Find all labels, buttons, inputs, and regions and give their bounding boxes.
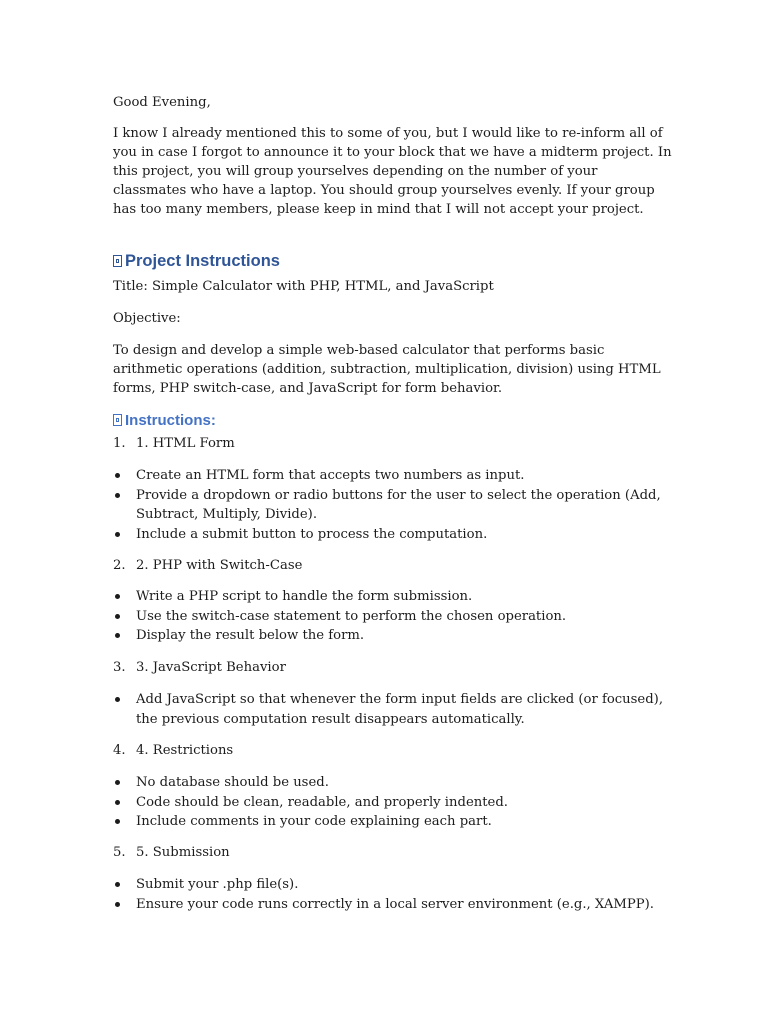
bullet-icon	[115, 532, 120, 537]
project-title: Title: Simple Calculator with PHP, HTML, and JavaScript	[113, 279, 494, 294]
bullet-icon	[115, 819, 120, 824]
list-item	[113, 626, 673, 646]
step-label: 3. JavaScript Behavior	[136, 660, 286, 675]
bullet-list	[113, 466, 673, 544]
bullet-icon	[115, 697, 120, 702]
list-item-text: Provide a dropdown or radio buttons for the user to select the operation (Add, Subtract, Multiply, Divide).	[136, 487, 661, 522]
bullet-icon	[115, 780, 120, 785]
list-item	[113, 466, 673, 486]
project-heading-text: Project Instructions	[125, 252, 280, 270]
step-number: 2.	[113, 558, 126, 573]
list-item	[113, 587, 673, 607]
missing-glyph-icon	[113, 414, 122, 426]
list-item-text: Ensure your code runs correctly in a local server environment (e.g., XAMPP).	[136, 896, 654, 912]
list-item-text: Submit your .php file(s).	[136, 877, 299, 892]
list-item	[113, 793, 673, 813]
step-label: 2. PHP with Switch-Case	[136, 558, 303, 573]
bullet-icon	[115, 473, 120, 478]
list-item	[113, 690, 673, 729]
bullet-list	[113, 587, 673, 646]
objective-label: Objective:	[113, 311, 181, 326]
list-item	[113, 607, 673, 627]
list-item-text: Include comments in your code explaining each part.	[136, 814, 492, 829]
project-instructions-heading	[113, 252, 280, 271]
bullet-list	[113, 875, 673, 914]
list-item-text: Add JavaScript so that whenever the form input fields are clicked (or focused), the previous computation result disappears automatically.	[136, 692, 664, 727]
step-number: 5.	[113, 845, 126, 860]
list-item	[113, 773, 673, 793]
step-heading	[113, 741, 233, 760]
step-label: 5. Submission	[136, 845, 230, 860]
step-label: 1. HTML Form	[136, 436, 235, 451]
bullet-icon	[115, 493, 120, 498]
bullet-icon	[115, 614, 120, 619]
step-number: 4.	[113, 743, 126, 758]
step-label: 4. Restrictions	[136, 743, 234, 758]
bullet-icon	[115, 633, 120, 638]
step-number: 3.	[113, 660, 126, 675]
bullet-icon	[115, 594, 120, 599]
bullet-icon	[115, 902, 120, 907]
list-item-text: Create an HTML form that accepts two numbers as input.	[136, 468, 525, 483]
list-item-text: Use the switch-case statement to perform the chosen operation.	[136, 608, 567, 624]
missing-glyph-icon	[113, 255, 122, 267]
bullet-list	[113, 773, 673, 832]
intro-paragraph: I know I already mentioned this to some of you, but I would like to re-inform all of you in case I forgot to announce it to your block that we have a midterm project. In this project, you will group yourselves depending on the number of your classmates who have a laptop. You should group yourselves evenly. If your group has too many members, please keep in mind that I will not accept your project.	[113, 126, 672, 217]
step-heading	[113, 434, 235, 453]
list-item	[113, 812, 673, 832]
step-heading	[113, 658, 286, 677]
bullet-icon	[115, 800, 120, 805]
greeting: Good Evening,	[113, 95, 211, 110]
list-item-text: No database should be used.	[136, 775, 329, 790]
instructions-heading	[113, 412, 216, 429]
step-number: 1.	[113, 436, 126, 451]
list-item	[113, 895, 673, 915]
list-item-text: Display the result below the form.	[136, 628, 365, 643]
list-item-text: Write a PHP script to handle the form submission.	[136, 589, 473, 604]
bullet-icon	[115, 882, 120, 887]
list-item	[113, 875, 673, 895]
step-heading	[113, 556, 302, 575]
list-item	[113, 525, 673, 545]
step-heading	[113, 843, 230, 862]
list-item	[113, 486, 673, 525]
instructions-heading-text: Instructions:	[125, 412, 216, 429]
list-item-text: Code should be clean, readable, and properly indented.	[136, 794, 508, 810]
objective-text: To design and develop a simple web-based calculator that performs basic arithmetic operations (addition, subtraction, multiplication, division) using HTML forms, PHP switch-case, and JavaScript for form behavior.	[113, 343, 661, 396]
bullet-list	[113, 690, 673, 729]
list-item-text: Include a submit button to process the computation.	[136, 526, 488, 542]
